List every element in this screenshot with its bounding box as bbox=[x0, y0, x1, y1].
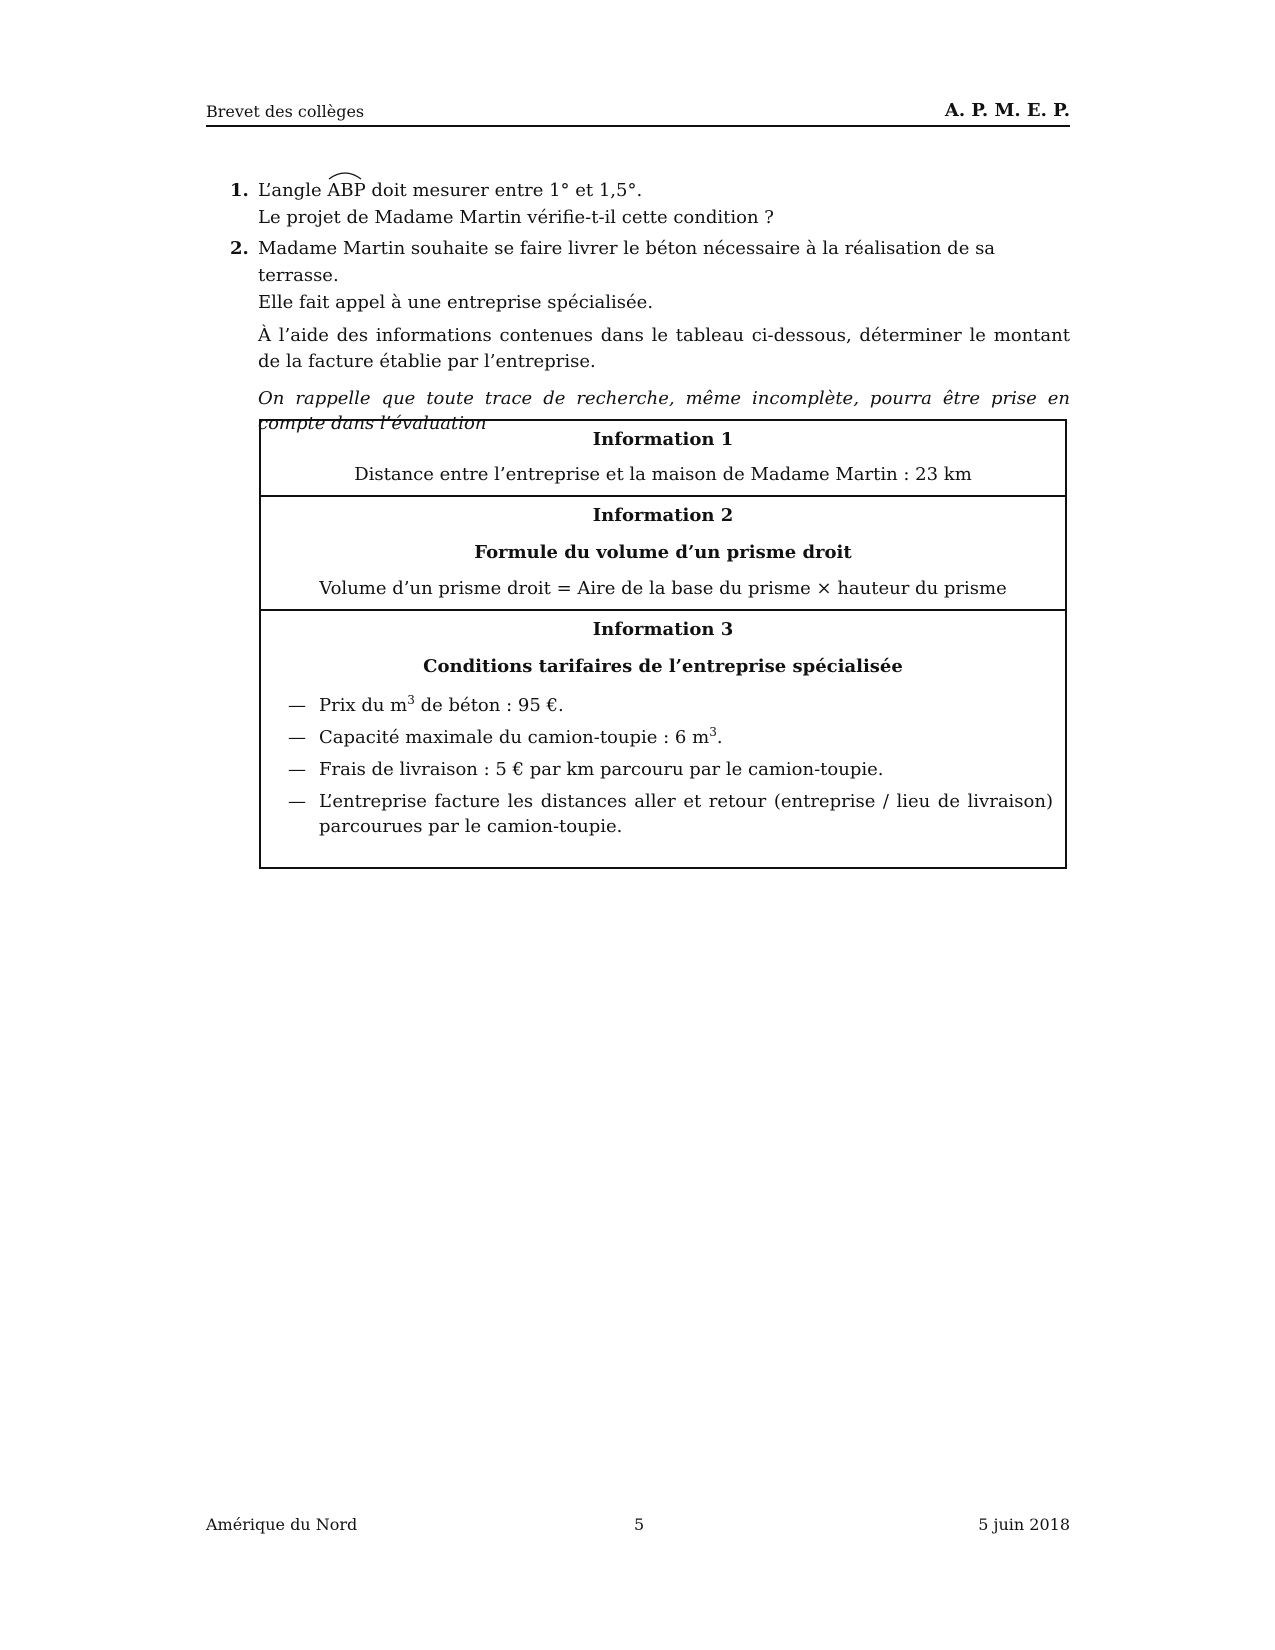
list-item bbox=[288, 789, 1053, 839]
question-1-line-2: Le projet de Madame Martin vérifie-t-il cette condition ? bbox=[258, 207, 774, 228]
question-2-number: 2. bbox=[230, 238, 249, 259]
q1-text-pre: L’angle bbox=[258, 180, 328, 201]
item-2-sup: 3 bbox=[709, 725, 717, 739]
information-table bbox=[259, 419, 1067, 869]
item-2-post: . bbox=[716, 727, 723, 748]
footer-right: 5 juin 2018 bbox=[978, 1515, 1070, 1534]
main-content bbox=[206, 177, 1070, 436]
q1-text-post: doit mesurer entre 1° et 1,5°. bbox=[365, 180, 643, 201]
angle-label: ABP bbox=[327, 180, 366, 201]
page-header bbox=[206, 100, 1070, 127]
item-1-pre: Prix du m bbox=[319, 695, 408, 716]
info-1-text: Distance entre l’entreprise et la maison de Madame Martin : 23 km bbox=[354, 464, 972, 485]
question-1 bbox=[206, 177, 1070, 231]
angle-abp bbox=[327, 177, 365, 204]
list-item bbox=[288, 757, 1053, 782]
info-cell-2 bbox=[261, 497, 1065, 611]
info-3-subtitle: Conditions tarifaires de l’entreprise spécialisée bbox=[423, 656, 903, 677]
info-cell-1 bbox=[261, 421, 1065, 497]
dash-bullet: — bbox=[288, 695, 306, 716]
dash-bullet: — bbox=[288, 759, 306, 780]
info-cell-3 bbox=[261, 611, 1065, 867]
info-1-title: Information 1 bbox=[592, 429, 734, 450]
reminder-note: On rappelle que toute trace de recherche, même incomplète, pourra être prise en compte dans l’évaluation bbox=[258, 388, 1070, 434]
info-2-text: Volume d’un prisme droit = Aire de la base du prisme × hauteur du prisme bbox=[319, 578, 1007, 599]
item-2-pre: Capacité maximale du camion-toupie : 6 m bbox=[319, 727, 710, 748]
list-item bbox=[288, 693, 1053, 718]
tariff-list bbox=[261, 693, 1065, 839]
dash-bullet: — bbox=[288, 727, 306, 748]
question-2 bbox=[206, 235, 1070, 375]
header-right: A. P. M. E. P. bbox=[944, 100, 1070, 121]
item-4-text: L’entreprise facture les distances aller et retour (entreprise / lieu de livraison) parcourues par le camion-toupie. bbox=[319, 791, 1053, 837]
list-item bbox=[288, 725, 1053, 750]
header-left: Brevet des collèges bbox=[206, 102, 365, 121]
angle-hat-icon bbox=[328, 170, 362, 180]
item-1-post: de béton : 95 €. bbox=[414, 695, 564, 716]
page-number: 5 bbox=[634, 1515, 645, 1534]
footer-left: Amérique du Nord bbox=[206, 1515, 358, 1534]
question-2-line-1: Madame Martin souhaite se faire livrer le béton nécessaire à la réalisation de sa terrasse. bbox=[258, 238, 996, 286]
item-1-sup: 3 bbox=[407, 693, 415, 707]
dash-bullet: — bbox=[288, 791, 306, 812]
info-2-subtitle: Formule du volume d’un prisme droit bbox=[474, 542, 852, 563]
question-2-paragraph: À l’aide des informations contenues dans le tableau ci-dessous, déterminer le montant de la facture établie par l’entreprise. bbox=[258, 325, 1070, 372]
item-3-text: Frais de livraison : 5 € par km parcouru par le camion-toupie. bbox=[319, 759, 884, 780]
info-2-title: Information 2 bbox=[592, 505, 734, 526]
question-1-line-1 bbox=[258, 177, 1070, 204]
question-1-number: 1. bbox=[230, 180, 249, 201]
question-2-line-2: Elle fait appel à une entreprise spécialisée. bbox=[258, 292, 654, 313]
info-3-title: Information 3 bbox=[592, 619, 734, 640]
